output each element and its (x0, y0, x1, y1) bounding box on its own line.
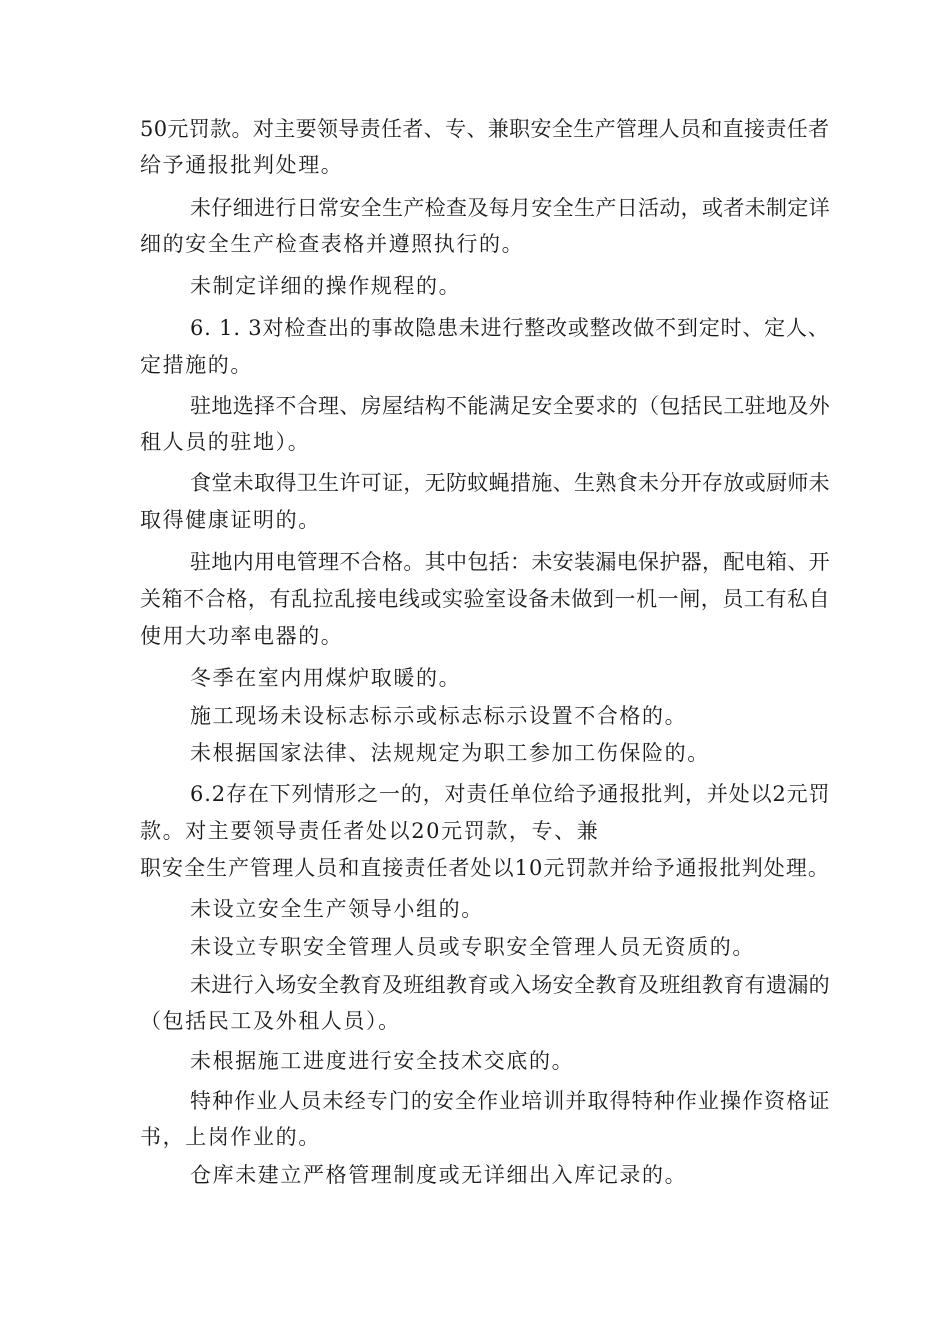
text-line: 驻地选择不合理、房屋结构不能满足安全要求的（包括民工驻地及外 (190, 394, 830, 418)
text-line: 取得健康证明的。 (140, 508, 321, 532)
text-line: 未根据国家法律、法规规定为职工参加工伤保险的。 (190, 741, 710, 765)
text-line: 书，上岗作业的。 (140, 1125, 321, 1149)
text-line: 定措施的。 (140, 353, 253, 377)
text-line: 款。对主要领导责任者处以20元罚款，专、兼 (140, 819, 600, 843)
text-line: 未根据施工进度进行安全技术交底的。 (190, 1049, 575, 1073)
text-line: 驻地内用电管理不合格。其中包括：未安装漏电保护器，配电箱、开 (190, 550, 830, 574)
text-line: 给予通报批判处理。 (140, 153, 344, 177)
text-line: 细的安全生产检查表格并遵照执行的。 (140, 232, 525, 256)
text-line: 6. 1. 3对检查出的事故隐患未进行整改或整改做不到定时、定人、 (190, 316, 830, 340)
text-line: 施工现场未设标志标示或标志标示设置不合格的。 (190, 704, 688, 728)
text-line: 食堂未取得卫生许可证，无防蚊蝇措施、生熟食未分开存放或厨师未 (190, 471, 830, 495)
text-line: 未制定详细的操作规程的。 (190, 274, 462, 298)
text-line: 6.2存在下列情形之一的，对责任单位给予通报批判，并处以2元罚 (190, 782, 831, 806)
text-line: 仓库未建立严格管理制度或无详细出入库记录的。 (190, 1163, 688, 1187)
text-line: 职安全生产管理人员和直接责任者处以10元罚款并给予通报批判处理。 (140, 856, 830, 880)
text-line: 租人员的驻地）。 (140, 430, 311, 454)
text-line: 冬季在室内用煤炉取暖的。 (190, 666, 462, 690)
text-line: 未仔细进行日常安全生产检查及每月安全生产日活动，或者未制定详 (190, 196, 830, 220)
text-line: 50元罚款。对主要领导责任者、专、兼职安全生产管理人员和直接责任者 (140, 117, 830, 141)
text-line: 特种作业人员未经专门的安全作业培训并取得特种作业操作资格证 (190, 1089, 831, 1113)
text-line: 未设立安全生产领导小组的。 (190, 897, 484, 921)
text-line: 未设立专职安全管理人员或专职安全管理人员无资质的。 (190, 935, 755, 959)
text-line: （包括民工及外租人员）。 (140, 1009, 401, 1033)
text-line: 关箱不合格，有乱拉乱接电线或实验室设备未做到一机一闸，员工有私自 (140, 587, 831, 611)
text-line: 未进行入场安全教育及班组教育或入场安全教育及班组教育有遗漏的 (190, 973, 830, 997)
text-line: 使用大功率电器的。 (140, 624, 344, 648)
